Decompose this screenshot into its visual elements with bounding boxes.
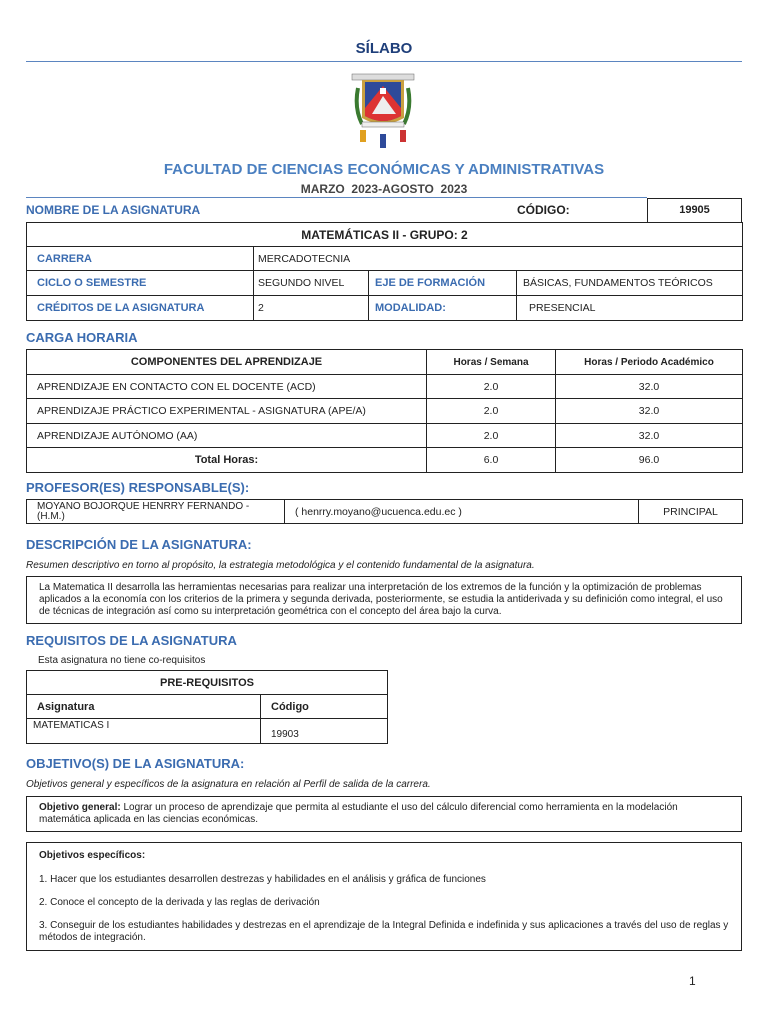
objetivo-general-label: Objetivo general: [39, 802, 121, 813]
document-title: SÍLABO [355, 40, 413, 57]
carga-header: COMPONENTES DEL APRENDIZAJE [27, 350, 427, 375]
column-header: Código [261, 695, 388, 719]
objetivos-especificos [26, 842, 742, 951]
carga-header: Horas / Periodo Académico [556, 350, 743, 375]
hours-week: 2.0 [427, 375, 556, 399]
modalidad-label: MODALIDAD: [369, 296, 517, 321]
header-divider [26, 197, 647, 198]
hours-week: 2.0 [427, 424, 556, 448]
hours-period: 32.0 [556, 424, 743, 448]
carrera-value: MERCADOTECNIA [254, 247, 743, 271]
requisitos-heading: REQUISITOS DE LA ASIGNATURA [26, 633, 237, 648]
page-number: 1 [689, 974, 696, 988]
list-item: 1. Hacer que los estudiantes desarrollen destrezas y habilidades en el análisis y gráfica de funciones [39, 874, 486, 885]
creditos-value: 2 [254, 296, 369, 321]
carga-header: Horas / Semana [427, 350, 556, 375]
table-row [27, 719, 388, 744]
descripcion-text: La Matematica II desarrolla las herramientas necesarias para realizar una interpretación de los extremos de la función y la optimización de problemas aplicados a la economía con los criterios de la primera y segunda derivada, posteriormente, se estudia la antiderivada y su definición como integral, el uso de técnicas de integración así como su interpretación geométrica con el concepto del área bajo la curva. [26, 576, 742, 624]
table-row [27, 424, 743, 448]
title-divider [26, 61, 742, 62]
creditos-label: CRÉDITOS DE LA ASIGNATURA [27, 296, 254, 321]
objetivos-heading: OBJETIVO(S) DE LA ASIGNATURA: [26, 756, 245, 771]
prerequisite-code: 19903 [261, 719, 388, 744]
descripcion-subtitle: Resumen descriptivo en torno al propósito, la estrategia metodológica y el contenido fundamental de la asignatura. [26, 560, 535, 571]
ciclo-label: CICLO O SEMESTRE [27, 271, 254, 296]
university-logo [350, 68, 416, 150]
objetivos-subtitle: Objetivos general y específicos de la asignatura en relación al Perfil de salida de la carrera. [26, 779, 431, 790]
total-row [27, 448, 743, 473]
requisitos-note: Esta asignatura no tiene co-requisitos [38, 655, 206, 666]
profesor-table [26, 499, 743, 524]
code-label: CÓDIGO: [517, 203, 570, 217]
objetivo-general-text: Lograr un proceso de aprendizaje que permita al estudiante el uso del cálculo diferencial como herramienta en la modelación matemática aplicada en las ciencias económicas. [39, 802, 678, 825]
total-period: 96.0 [556, 448, 743, 473]
faculty-name: FACULTAD DE CIENCIAS ECONÓMICAS Y ADMINISTRATIVAS [163, 161, 605, 178]
prerequisitos-table [26, 670, 388, 744]
list-item: 2. Conoce el concepto de la derivada y las reglas de derivación [39, 897, 320, 908]
total-week: 6.0 [427, 448, 556, 473]
profesor-heading: PROFESOR(ES) RESPONSABLE(S): [26, 480, 250, 495]
subject-info-table [26, 222, 743, 321]
component-name: APRENDIZAJE EN CONTACTO CON EL DOCENTE (ACD) [27, 375, 427, 399]
profesor-email[interactable]: ( henrry.moyano@ucuenca.edu.ec ) [285, 500, 639, 524]
modalidad-value: PRESENCIAL [517, 296, 743, 321]
subject-title: MATEMÁTICAS II - GRUPO: 2 [27, 223, 743, 247]
column-header: Asignatura [27, 695, 261, 719]
table-row [27, 399, 743, 424]
descripcion-heading: DESCRIPCIÓN DE LA ASIGNATURA: [26, 537, 252, 552]
objetivo-general [26, 796, 742, 832]
objetivos-especificos-label: Objetivos específicos: [39, 850, 146, 861]
list-item: 3. Conseguir de los estudiantes habilidades y destrezas en el aprendizaje de la Integral Definida e indefinida y sus aplicaciones a través del uso de reglas y métodos de integración. [39, 920, 729, 943]
hours-period: 32.0 [556, 375, 743, 399]
carga-heading: CARGA HORARIA [26, 330, 138, 345]
total-label: Total Horas: [27, 448, 427, 473]
eje-label: EJE DE FORMACIÓN [369, 271, 517, 296]
prerequisitos-title: PRE-REQUISITOS [27, 671, 388, 695]
profesor-name: MOYANO BOJORQUE HENRRY FERNANDO - (H.M.) [27, 500, 285, 524]
component-name: APRENDIZAJE AUTÓNOMO (AA) [27, 424, 427, 448]
carrera-label: CARRERA [27, 247, 254, 271]
hours-week: 2.0 [427, 399, 556, 424]
prerequisite-name: MATEMATICAS I [27, 719, 261, 744]
component-name: APRENDIZAJE PRÁCTICO EXPERIMENTAL - ASIGNATURA (APE/A) [27, 399, 427, 424]
carga-table [26, 349, 743, 473]
code-value: 19905 [647, 198, 742, 223]
profesor-role: PRINCIPAL [639, 500, 743, 524]
hours-period: 32.0 [556, 399, 743, 424]
academic-period: MARZO 2023-AGOSTO 2023 [300, 182, 468, 196]
eje-value: BÁSICAS, FUNDAMENTOS TEÓRICOS [517, 271, 743, 296]
table-row [27, 375, 743, 399]
ciclo-value: SEGUNDO NIVEL [254, 271, 369, 296]
subject-name-label: NOMBRE DE LA ASIGNATURA [26, 203, 201, 217]
